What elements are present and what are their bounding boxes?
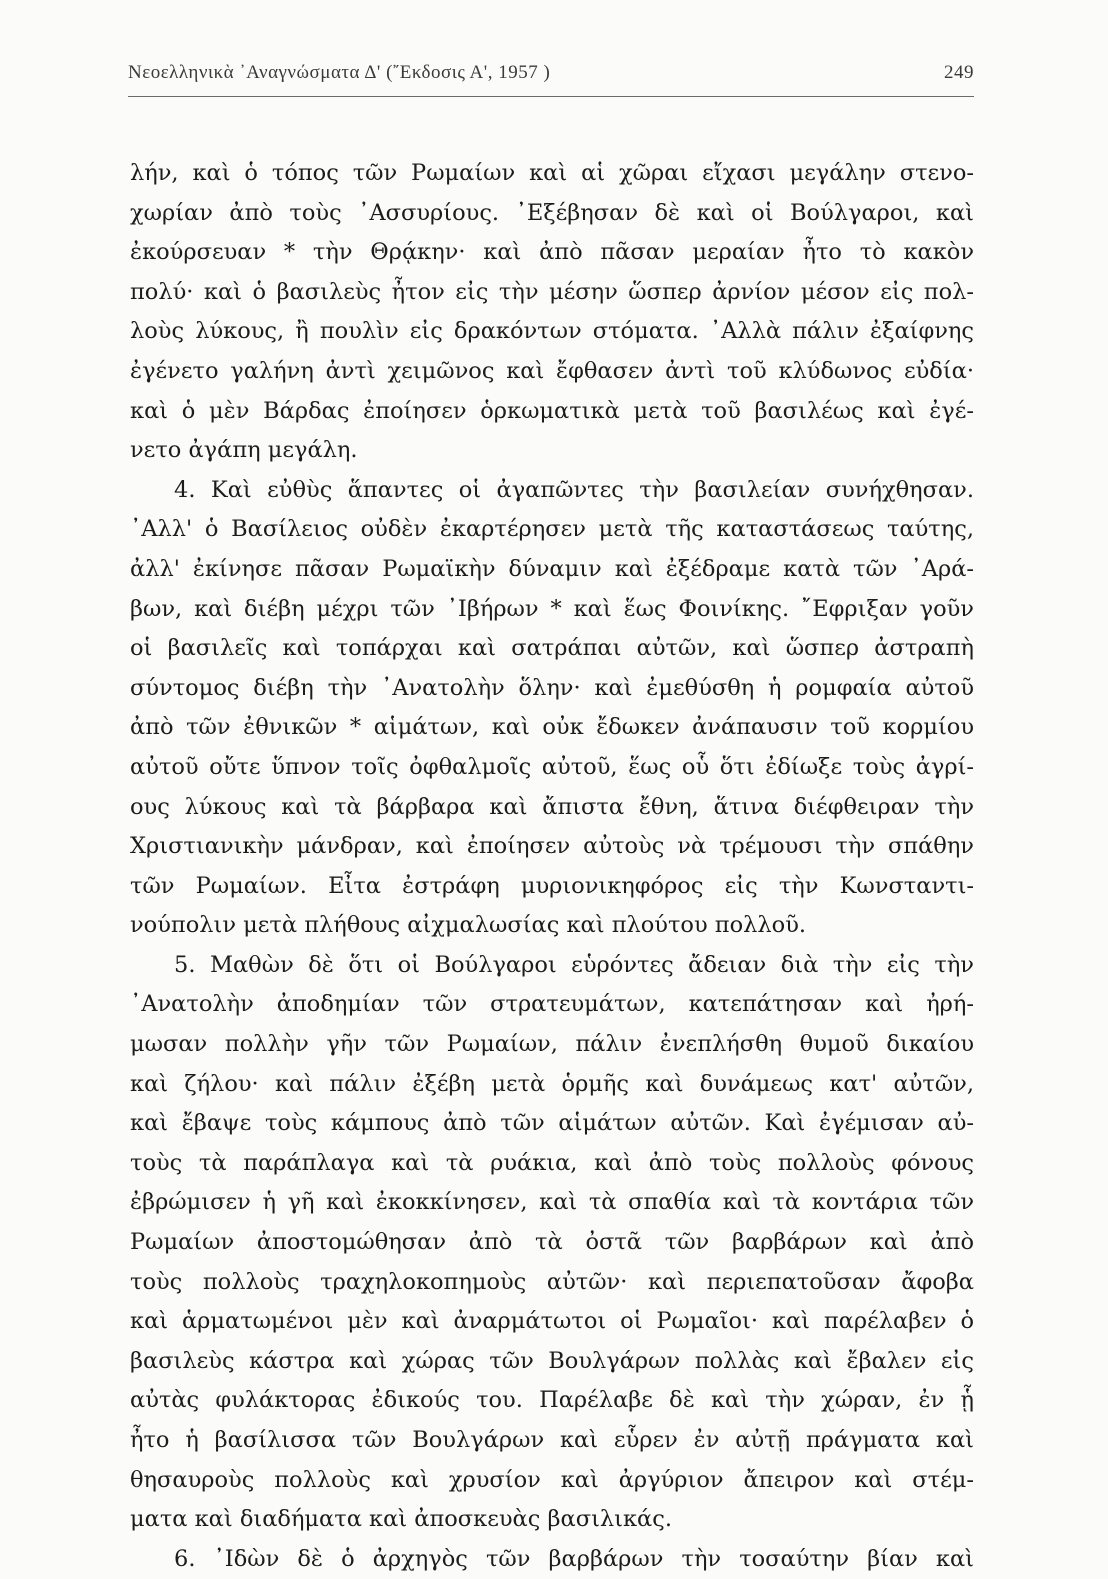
text-line: νούπολιν μετὰ πλήθους αἰχμαλωσίας καὶ πλούτου πολλοῦ. bbox=[130, 912, 807, 939]
text-line: νετο ἀγάπη μεγάλη. bbox=[130, 437, 358, 464]
text-line: σύντομος διέβη τὴν ᾿Ανατολὴν ὅλην· καὶ ἐμεθύσθη ἡ ρομφαία αὐτοῦ bbox=[130, 674, 974, 701]
body-text bbox=[130, 154, 974, 1579]
text-line: μωσαν πολλὴν γῆν τῶν Ρωμαίων, πάλιν ἐνεπλήσθη θυμοῦ δικαίου bbox=[130, 1031, 974, 1058]
text-line: βων, καὶ διέβη μέχρι τῶν ᾿Ιβήρων * καὶ ἕως Φοινίκης. ῎Εφριξαν γοῦν bbox=[130, 595, 974, 622]
text-line: καὶ ἔβαψε τοὺς κάμπους ἀπὸ τῶν αἱμάτων αὐτῶν. Καὶ ἐγέμισαν αὐ- bbox=[130, 1110, 974, 1137]
text-line: ἐγένετο γαλήνη ἀντὶ χειμῶνος καὶ ἔφθασεν ἀντὶ τοῦ κλύδωνος εὐδία· bbox=[130, 357, 974, 384]
text-line: οἱ βασιλεῖς καὶ τοπάρχαι καὶ σατράπαι αὐτῶν, καὶ ὥσπερ ἀστραπὴ bbox=[130, 635, 974, 662]
running-title: Νεοελληνικὰ ᾿Αναγνώσματα Δ' (῎Εκδοσις Α', 1957 ) bbox=[128, 62, 551, 83]
text-line: λοὺς λύκους, ἢ πουλὶν εἰς δρακόντων στόματα. ᾿Αλλὰ πάλιν ἐξαίφνης bbox=[130, 318, 974, 345]
text-line: ματα καὶ διαδήματα καὶ ἀποσκευὰς βασιλικάς. bbox=[130, 1506, 672, 1533]
paragraph-6-start: 6. ᾿Ιδὼν δὲ ὁ ἀρχηγὸς τῶν βαρβάρων τὴν τοσαύτην βίαν καὶ bbox=[174, 1545, 974, 1572]
text-line: τοὺς τὰ παράπλαγα καὶ τὰ ρυάκια, καὶ ἀπὸ τοὺς πολλοὺς φόνους bbox=[130, 1149, 974, 1176]
text-line: καὶ ὁ μὲν Βάρδας ἐποίησεν ὁρκωματικὰ μετὰ τοῦ βασιλέως καὶ ἐγέ- bbox=[130, 397, 974, 424]
text-line: Χριστιανικὴν μάνδραν, καὶ ἐποίησεν αὐτοὺς νὰ τρέμουσι τὴν σπάθην bbox=[130, 833, 974, 860]
text-line: λήν, καὶ ὁ τόπος τῶν Ρωμαίων καὶ αἱ χῶραι εἴχασι μεγάλην στενο- bbox=[130, 160, 974, 186]
text-line: βασιλεὺς κάστρα καὶ χώρας τῶν Βουλγάρων πολλὰς καὶ ἔβαλεν εἰς bbox=[130, 1347, 974, 1374]
text-line: ἀπὸ τῶν ἐθνικῶν * αἱμάτων, καὶ οὐκ ἔδωκεν ἀνάπαυσιν τοῦ κορμίου bbox=[130, 714, 974, 741]
paragraph-5-start: 5. Μαθὼν δὲ ὅτι οἱ Βούλγαροι εὑρόντες ἄδειαν διὰ τὴν εἰς τὴν bbox=[174, 951, 974, 978]
header-rule bbox=[128, 96, 974, 97]
text-line: αὐτοῦ οὔτε ὕπνον τοῖς ὀφθαλμοῖς αὐτοῦ, ἕως οὗ ὅτι ἐδίωξε τοὺς ἀγρί- bbox=[130, 753, 974, 780]
text-line: ἐκούρσευαν * τὴν Θρᾴκην· καὶ ἀπὸ πᾶσαν μεραίαν ἦτο τὸ κακὸν bbox=[130, 239, 974, 266]
page-number: 249 bbox=[944, 62, 974, 83]
text-line: καὶ ζήλου· καὶ πάλιν ἐξέβη μετὰ ὁρμῆς καὶ δυνάμεως κατ' αὐτῶν, bbox=[130, 1070, 974, 1097]
text-line: τῶν Ρωμαίων. Εἶτα ἐστράφη μυριονικηφόρος εἰς τὴν Κωνσταντι- bbox=[130, 872, 974, 899]
text-line: ους λύκους καὶ τὰ βάρβαρα καὶ ἄπιστα ἔθνη, ἅτινα διέφθειραν τὴν bbox=[130, 793, 974, 820]
paragraph-4-start: 4. Καὶ εὐθὺς ἅπαντες οἱ ἀγαπῶντες τὴν βασιλείαν συνήχθησαν. bbox=[174, 476, 974, 503]
text-line: χωρίαν ἀπὸ τοὺς ᾿Ασσυρίους. ᾿Εξέβησαν δὲ καὶ οἱ Βούλγαροι, καὶ bbox=[130, 199, 974, 226]
text-line: ᾿Ανατολὴν ἀποδημίαν τῶν στρατευμάτων, κατεπάτησαν καὶ ἠρή- bbox=[130, 991, 974, 1018]
text-line: τοὺς πολλοὺς τραχηλοκοπημοὺς αὐτῶν· καὶ περιεπατοῦσαν ἄφοβα bbox=[130, 1268, 974, 1295]
text-line: ᾿Αλλ' ὁ Βασίλειος οὐδὲν ἐκαρτέρησεν μετὰ τῆς καταστάσεως ταύτης, bbox=[130, 516, 974, 543]
text-line: καὶ ἁρματωμένοι μὲν καὶ ἀναρμάτωτοι οἱ Ρωμαῖοι· καὶ παρέλαβεν ὁ bbox=[130, 1308, 974, 1335]
text-line: ἀλλ' ἐκίνησε πᾶσαν Ρωμαϊκὴν δύναμιν καὶ ἐξέδραμε κατὰ τῶν ᾿Αρά- bbox=[130, 555, 974, 582]
text-line: Ρωμαίων ἀποστομώθησαν ἀπὸ τὰ ὀστᾶ τῶν βαρβάρων καὶ ἀπὸ bbox=[130, 1229, 974, 1256]
text-line: θησαυροὺς πολλοὺς καὶ χρυσίον καὶ ἀργύριον ἄπειρον καὶ στέμ- bbox=[130, 1466, 974, 1493]
running-header bbox=[128, 62, 974, 94]
text-line: αὐτὰς φυλάκτορας ἐδικούς του. Παρέλαβε δὲ καὶ τὴν χώραν, ἐν ᾗ bbox=[130, 1387, 974, 1414]
text-line: πολύ· καὶ ὁ βασιλεὺς ἦτον εἰς τὴν μέσην ὥσπερ ἀρνίον μέσον εἰς πολ- bbox=[130, 278, 974, 305]
text-line: ἦτο ἡ βασίλισσα τῶν Βουλγάρων καὶ εὗρεν ἐν αὐτῇ πράγματα καὶ bbox=[130, 1427, 974, 1453]
text-line: ἐβρώμισεν ἡ γῆ καὶ ἐκοκκίνησεν, καὶ τὰ σπαθία καὶ τὰ κοντάρια τῶν bbox=[130, 1189, 974, 1216]
